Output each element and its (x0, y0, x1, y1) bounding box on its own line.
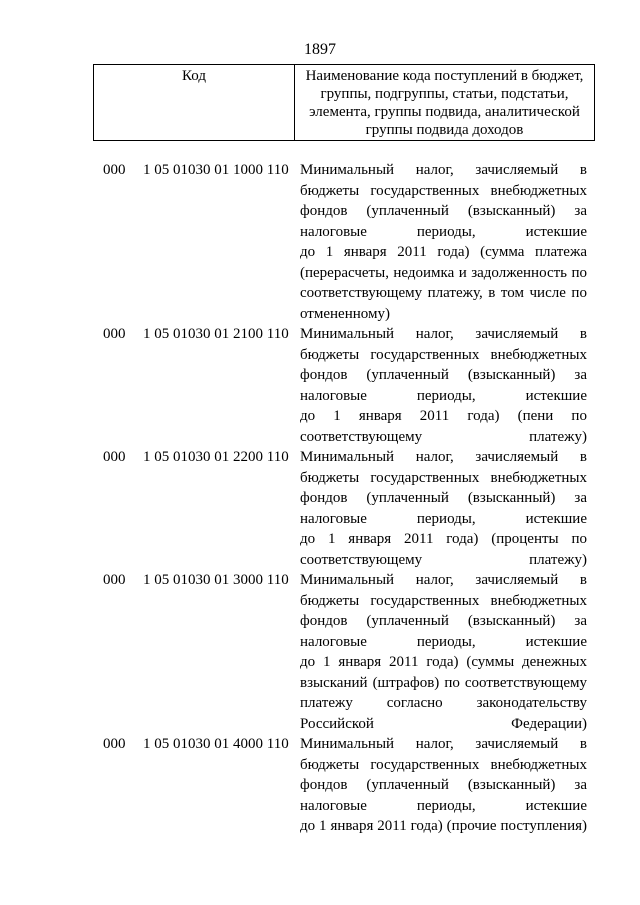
description-line: бюджеты государственных внебюджетных (300, 592, 587, 609)
description-line: бюджеты государственных внебюджетных (300, 756, 587, 773)
description-line: Минимальный налог, зачисляемый в (300, 736, 587, 752)
income-code: 1 05 01030 01 1000 110 (143, 162, 289, 178)
description-line: (перерасчеты, недоимка и задолженность по (300, 264, 587, 281)
description-line: бюджеты государственных внебюджетных (300, 182, 587, 199)
description-line: Минимальный налог, зачисляемый в (300, 572, 587, 588)
description-line: фондов (уплаченный (взысканный) за (300, 203, 587, 219)
code-table-body (0, 160, 640, 837)
admin-code: 000 (103, 449, 126, 465)
admin-code: 000 (103, 736, 126, 752)
table-row (0, 570, 640, 734)
description-line: отмененному) (300, 305, 390, 322)
header-name-label: Наименование кода поступлений в бюджет, группы, подгруппы, статьи, подстатьи, элемента, группы подвида, аналитической группы подвида доходов (305, 68, 584, 138)
table-header (93, 64, 595, 141)
table-row (0, 324, 640, 447)
description-line: налоговые периоды, истекшие (300, 633, 587, 650)
description-line: Минимальный налог, зачисляемый в (300, 449, 587, 465)
description-line: Российской Федерации) (300, 715, 587, 732)
description-line: фондов (уплаченный (взысканный) за (300, 777, 587, 793)
description-line: фондов (уплаченный (взысканный) за (300, 490, 587, 506)
income-code: 1 05 01030 01 3000 110 (143, 572, 289, 588)
description-line: до 1 января 2011 года) (прочие поступления) (300, 818, 587, 834)
income-description (300, 570, 587, 734)
description-line: взысканий (штрафов) по соответствующему (300, 674, 587, 691)
admin-code: 000 (103, 572, 126, 588)
description-line: до 1 января 2011 года) (проценты по (300, 531, 587, 547)
description-line: налоговые периоды, истекшие (300, 223, 587, 240)
income-description (300, 447, 587, 570)
income-description (300, 160, 587, 324)
income-code: 1 05 01030 01 2100 110 (143, 326, 289, 342)
description-line: до 1 января 2011 года) (пени по (300, 408, 587, 424)
income-code: 1 05 01030 01 4000 110 (143, 736, 289, 752)
description-line: до 1 января 2011 года) (суммы денежных (300, 654, 587, 670)
admin-code: 000 (103, 162, 126, 178)
description-line: Минимальный налог, зачисляемый в (300, 162, 587, 178)
description-line: соответствующему платежу) (300, 428, 587, 445)
admin-code: 000 (103, 326, 126, 342)
description-line: платежу согласно законодательству (300, 695, 587, 711)
income-code: 1 05 01030 01 2200 110 (143, 449, 289, 465)
table-row (0, 734, 640, 837)
income-description (300, 324, 587, 447)
description-line: соответствующему платежу) (300, 551, 587, 568)
description-line: фондов (уплаченный (взысканный) за (300, 367, 587, 383)
description-line: бюджеты государственных внебюджетных (300, 346, 587, 363)
table-row (0, 160, 640, 324)
page-number: 1897 (304, 41, 336, 58)
description-line: налоговые периоды, истекшие (300, 387, 587, 404)
description-line: налоговые периоды, истекшие (300, 797, 587, 814)
income-description (300, 734, 587, 837)
description-line: налоговые периоды, истекшие (300, 510, 587, 527)
description-line: до 1 января 2011 года) (сумма платежа (300, 244, 587, 260)
description-line: соответствующему платежу, в том числе по (300, 285, 587, 301)
description-line: фондов (уплаченный (взысканный) за (300, 613, 587, 629)
description-line: Минимальный налог, зачисляемый в (300, 326, 587, 342)
description-line: бюджеты государственных внебюджетных (300, 469, 587, 486)
header-code-label: Код (94, 65, 295, 140)
table-row (0, 447, 640, 570)
